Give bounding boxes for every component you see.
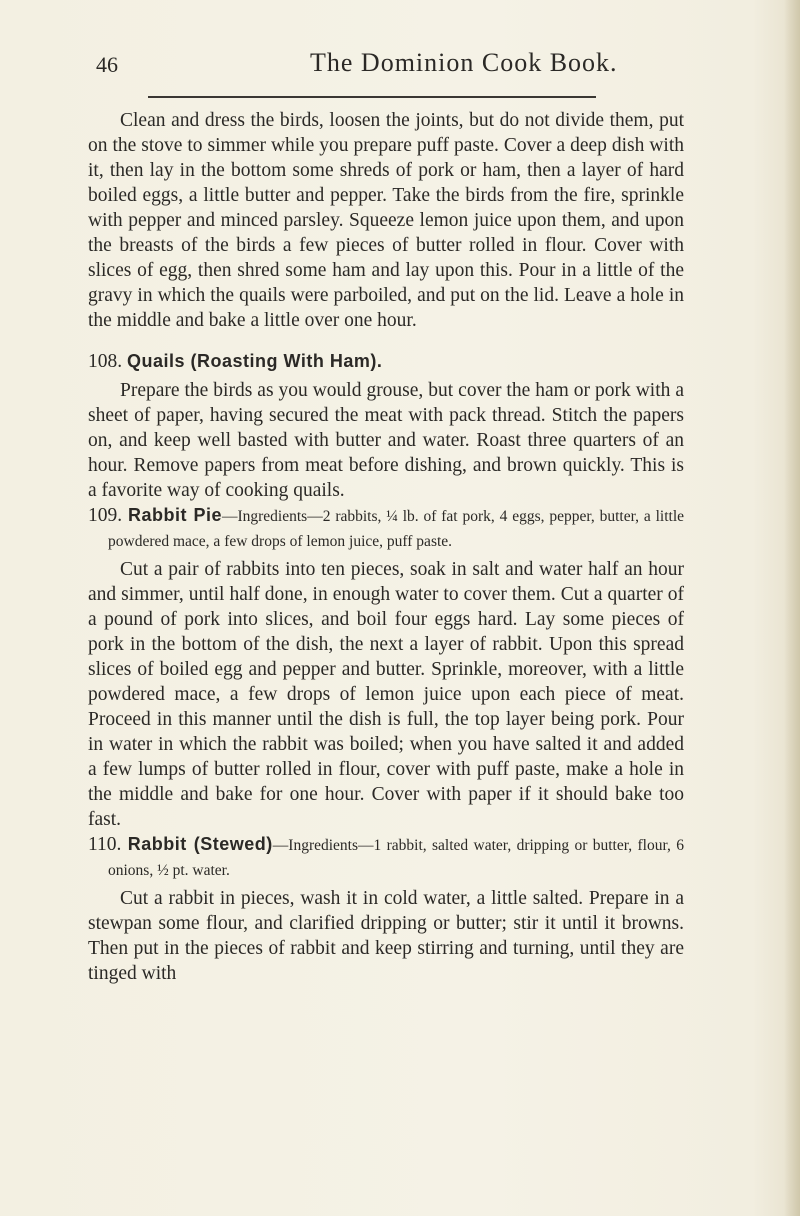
recipe-heading-110	[88, 832, 684, 882]
page-content	[88, 108, 684, 986]
recipe-ingredients: —Ingredients—2 rabbits, ¼ lb. of fat pork, 4 eggs, pepper, butter, a little powdered mace, a few drops of lemon juice, puff paste.	[108, 508, 685, 550]
recipe-body-109: Cut a pair of rabbits into ten pieces, soak in salt and water half an hour and simmer, until half done, in enough water to cover them. Cut a quarter of a pound of pork into slices, and boil four eggs hard. Lay some pieces of pork in the bottom of the dish, the next a layer of rabbit. Upon this spread slices of boiled egg and pepper and butter. Sprinkle, moreover, with a little powdered mace, a few drops of lemon juice upon each piece of meat. Proceed in this manner until the dish is full, the top layer being pork. Pour in water in which the rabbit was boiled; when you have salted it and added a few lumps of butter rolled in flour, cover with puff paste, make a hole in the middle and bake for one hour. Cover with paper if it should bake too fast.	[88, 559, 684, 830]
recipe-number: 109.	[88, 505, 123, 526]
page-number: 46	[96, 52, 118, 77]
recipe-body-110: Cut a rabbit in pieces, wash it in cold water, a little salted. Prepare in a stewpan some flour, and clarified dripping or butter; stir it until it browns. Then put in the pieces of rabbit and keep stirring and turning, until they are tinged with	[88, 888, 684, 984]
recipe-heading-108	[88, 349, 684, 374]
book-title: The Dominion Cook Book.	[310, 48, 618, 77]
recipe-heading-109	[88, 503, 684, 553]
recipe-number: 110.	[88, 834, 122, 855]
recipe-number: 108.	[88, 351, 123, 372]
recipe-title: Rabbit (Stewed)	[127, 834, 273, 854]
intro-paragraph: Clean and dress the birds, loosen the joints, but do not divide them, put on the stove to simmer while you prepare puff paste. Cover a deep dish with it, then lay in the bottom some shreds of pork or ham, then a layer of hard boiled eggs, a little butter and pepper. Take the birds from the fire, sprinkle with pepper and minced parsley. Squeeze lemon juice upon them, and upon the breasts of the birds a few pieces of butter rolled in flour. Cover with slices of egg, then shred some ham and lay upon this. Pour in a little of the gravy in which the quails were parboiled, and put on the lid. Leave a hole in the middle and bake a little over one hour.	[88, 110, 684, 331]
header-rule	[148, 96, 596, 98]
recipe-ingredients: —Ingredients—1 rabbit, salted water, dripping or butter, flour, 6 onions, ½ pt. water.	[108, 837, 684, 879]
page-edge-shadow	[784, 0, 800, 1216]
recipe-title: Quails (Roasting With Ham).	[127, 351, 383, 371]
running-head	[96, 46, 656, 82]
recipe-title: Rabbit Pie	[127, 505, 222, 525]
recipe-body-108: Prepare the birds as you would grouse, but cover the ham or pork with a sheet of paper, having secured the meat with pack thread. Stitch the papers on, and keep well basted with butter and water. Roast three quarters of an hour. Remove papers from meat before dishing, and brown quickly. This is a favorite way of cooking quails.	[88, 380, 684, 501]
